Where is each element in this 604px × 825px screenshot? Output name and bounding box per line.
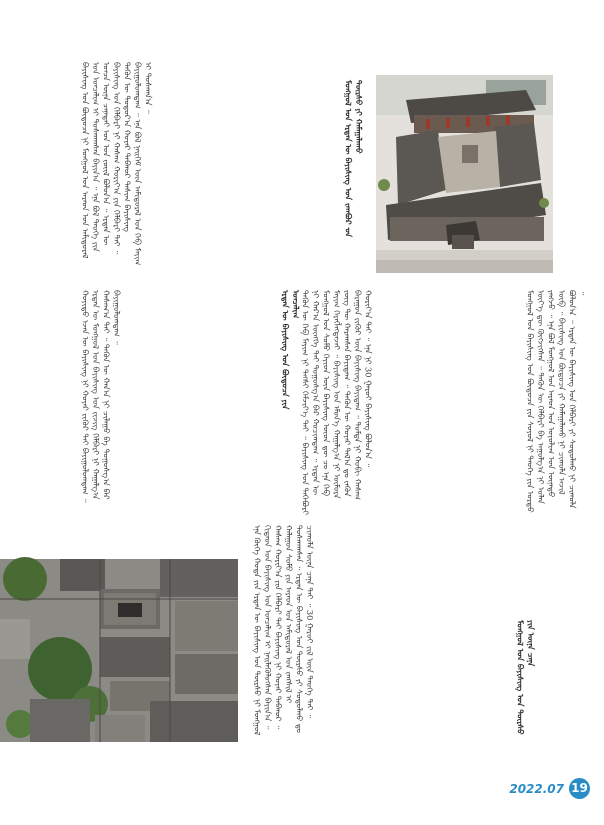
article-heading-c: ᠮᠣᠩᠭᠣᠯ ᠤᠨ ᠪᠠᠶᠢᠰᠢᠩ ᠤᠨ ᠳᠦᠷᠰᠦ ᠶᠢᠨ ᠦᠨᠡ ᠴᠡᠨᠡ xyxy=(515,620,536,735)
model-photo-graphic xyxy=(376,75,553,273)
article-column-left-1: ᠪᠠᠶᠢᠰᠢᠩ ᠤᠨ ᠪᠦᠲᠦᠴᠡ ᠨᠢ ᠮᠣᠩᠭᠣᠯ ᠤᠨ ᠠᠷᠠᠳ ᠤᠨ ᠠᠮᠢᠳᠤᠷᠠᠯ ᠤᠨ ᠣᠨᠴᠠᠯᠢᠭ ᠢ ᠲᠤᠰᠬᠠᠭᠰᠠᠨ ᠪᠠᠶᠢᠨ᠎ᠠ ᠃ ᠡᠨᠡ ᠪᠣᠯ ᠲᠡᠦᠬᠡ ᠶᠢᠨ ᠣᠨᠴᠠ ᠦᠨᠡ ᠴᠡᠨᠡᠲᠡᠢ ᠡᠳ ᠤᠨ ᠵᠦᠢᠯ ᠪᠣᠯᠤᠨ᠎ᠠ ᠃ ᠡᠷᠲᠡᠨ ᠦ ᠪᠠᠶᠢᠰᠢᠩ ᠤᠨ ᠬᠡᠯᠪᠡᠷᠢ ᠨᠢ ᠬᠠᠰᠠᠭ ᠬᠤᠷᠢᠶ᠎ᠠ ᠶᠢᠨ ᠬᠡᠯᠪᠡᠷᠢ ᠲᠡᠢ ᠃ ᠲᠡᠭᠦᠨ ᠦ ᠳᠣᠲᠣᠷ᠎ᠠ ᠬᠣᠶᠠᠷ ᠳᠠᠪᠬᠤᠷ ᠲᠠᠰᠢᠭ ᠪᠠᠶᠢᠰᠢᠩ ᠪᠠᠶᠢᠭᠤᠯᠤᠭᠳᠠᠭ ᠃ ᠡᠨᠡ ᠪᠣᠯ ᠨᠡᠢᠭᠡᠮ ᠦᠨ ᠠᠮᠢᠳᠤᠷᠠᠯ ᠤᠨ ᠬᠡᠪ ᠮᠠᠶᠢᠭ ᠢ ᠲᠤᠰᠬᠠᠨ᠎ᠠ ᠃ xyxy=(80,62,154,266)
article-column-left-2: ᠬᠤᠶᠢᠲᠤ ᠡᠵᠡᠨ ᠦ ᠪᠠᠶᠢᠰᠢᠩ ᠨᠢ ᠬᠣᠶᠠᠷ ᠵᠢᠭᠦᠷ ᠲᠡᠢ ᠪᠠᠶᠢᠭᠤᠯᠤᠭᠳᠠᠭ ᠃ ᠡᠷᠲᠡᠨ ᠦ ᠮᠣᠩᠭᠣᠯ ᠤᠨ ᠪᠠᠶᠢᠰᠢᠩ ᠤᠨ ᠵᠢᠵᠢᠭ ᠬᠡᠯᠪᠡᠷᠢ ᠨᠢ ᠬᠠᠭᠠᠯᠭ᠎ᠠ ᠬᠠᠰᠠᠭ᠎ᠠ ᠲᠠᠢ ᠃ ᠲᠡᠭᠦᠨ ᠦ ᠬᠠᠨ᠎ᠠ ᠨᠢ ᠴᠢᠯᠠᠭᠤ ᠪᠠ ᠲᠣᠭᠣᠰᠭ᠎ᠠ ᠪᠠᠷ ᠪᠠᠶᠢᠭᠤᠯᠤᠭᠳᠠᠭ ᠃ xyxy=(80,290,122,503)
article-column-right-1: ᠡᠨᠡ ᠬᠥᠬᠡ ᠬᠣᠲᠠ ᠶᠢᠨ ᠡᠷᠲᠡᠨ ᠦ ᠪᠠᠶᠢᠰᠢᠩ ᠤᠨ ᠳᠦᠷᠰᠦ ᠨᠢ ᠮᠣᠩᠭᠣᠯ ᠬᠢᠲᠠᠳ ᠤᠨ ᠪᠠᠶᠢᠰᠢᠩ ᠤᠨ ᠣᠨᠴᠠᠯᠢᠭ ᠢ ᠨᠡᠢᠯᠡᠭᠦᠯᠦᠭᠰᠡᠨ ᠪᠠᠶᠢᠨ᠎ᠠ ᠃ ᠬᠠᠰᠠᠭ ᠬᠤᠷᠢᠶ᠎ᠠ ᠶᠢᠨ ᠬᠡᠯᠪᠡᠷᠢ ᠲᠡᠢ ᠪᠠᠶᠢᠰᠢᠩ ᠨᠢ ᠬᠣᠶᠠᠷ ᠳᠠᠪᠬᠤᠷ ᠃ ᠬᠠᠯᠠᠭᠤᠨ ᠰᠤᠮᠤ ᠶᠢᠨ ᠠᠷᠠᠳ ᠤᠨ ᠠᠮᠢᠳᠤᠷᠠᠯ ᠤᠨ ᠵᠠᠩᠱᠢᠯ ᠢ ᠲᠤᠰᠬᠠᠭᠰᠠᠨ ᠃ ᠡᠷᠲᠡᠨ ᠦ ᠪᠠᠶᠢᠰᠢᠩ ᠤᠨ ᠳᠦᠷᠰᠦ ᠶᠢ ᠰᠤᠳᠤᠯᠬᠤ ᠳᠤ ᠴᠢᠬᠤᠯᠠ ᠦᠨᠡ ᠴᠡᠨᠡ ᠲᠡᠢ ᠃ 30 ᠭᠠᠷᠤᠢ ᠵᠢᠯ ᠦᠨ ᠲᠡᠦᠬᠡ ᠲᠡᠢ ᠃ xyxy=(252,525,315,736)
aerial-photo-graphic xyxy=(0,559,238,742)
article-heading-b: ᠡᠷᠲᠡᠨ ᠦ ᠪᠠᠶᠢᠰᠢᠩ ᠤᠨ ᠪᠦᠲᠦᠴᠡ ᠶᠢᠨ ᠣᠨᠴᠠᠯᠢᠭ xyxy=(280,290,301,410)
model-photo xyxy=(376,75,553,273)
aerial-photo xyxy=(0,559,238,742)
article-heading-a: ᠮᠣᠩᠭᠣᠯ ᠤᠨ ᠡᠷᠲᠡᠨ ᠦ ᠪᠠᠶᠢᠰᠢᠩ ᠤᠨ ᠵᠠᠭᠪᠤᠷ ᠊ᠤᠨ ᠳᠦᠷᠰᠦ ᠶᠢ ᠬᠠᠮᠠᠭᠠᠯᠠᠬᠤ xyxy=(343,80,364,238)
article-column-middle-1: ᠲᠡᠭᠦᠨ ᠦ ᠬᠡᠪ ᠮᠠᠶᠢᠭ ᠨᠢ ᠲᠡᠭᠰᠢ ᠬᠡᠮᠵᠢᠶ᠎ᠡ ᠲᠡᠢ ᠃ ᠪᠠᠶᠢᠰᠢᠩ ᠤᠨ ᠳᠡᠭᠡᠪᠦᠷᠢ ᠨᠢ ᠬᠠᠷ᠎ᠠ ᠦᠩᠭᠡ ᠲᠡᠢ ᠲᠣᠭᠣᠰᠭ᠎ᠠ ᠪᠠᠷ ᠬᠤᠴᠢᠭᠳᠠᠭ ᠃ ᠡᠷᠲᠡᠨ ᠦ ᠮᠣᠩᠭᠣᠯ ᠤᠨ ᠰᠤᠮᠤ ᠬᠡᠶᠢᠳ ᠦᠨ ᠪᠠᠶᠢᠰᠢᠩ ᠦᠳ ᠳᠦ ᠴᠤ ᠡᠨᠡ ᠬᠡᠪ ᠮᠠᠶᠢᠭ ᠬᠡᠷᠡᠭᠯᠡᠭᠳᠡᠵᠡᠢ ᠃ ᠪᠠᠶᠢᠰᠢᠩ ᠤᠨ ᠡᠮᠦᠨ᠎ᠡ ᠬᠠᠭᠠᠯᠭ᠎ᠠ ᠨᠢ ᠥᠮᠥᠷᠡ ᠵᠦᠭ ᠲᠦ ᠬᠠᠷᠠᠭᠰᠠᠨ ᠪᠠᠶᠢᠳᠠᠭ ᠃ ᠲᠡᠭᠦᠨ ᠦ ᠬᠣᠶᠠᠷ ᠲᠠᠯ᠎ᠠ ᠳᠤ ᠵᠡᠭᠦᠨ ᠪᠠᠷᠠᠭᠤᠨ ᠵᠢᠭᠦᠷ ᠦᠨ ᠪᠠᠶᠢᠰᠢᠩ ᠪᠠᠶᠢᠳᠠᠭ ᠃ ᠳᠤᠮᠳᠠ ᠨᠢ ᠬᠤᠪᠢ ᠬᠠᠰᠠᠭ ᠬᠤᠷᠢᠶ᠎ᠠ ᠲᠠᠢ ᠃ ᠡᠨᠡ ᠨᠢ 30 ᠭᠠᠷᠤᠢ ᠪᠠᠶᠢᠰᠢᠩ ᠪᠣᠯᠤᠨ᠎ᠠ ᠃ xyxy=(300,290,374,516)
issue-date: 2022.07 xyxy=(509,782,564,796)
article-column-middle-2: ᠮᠣᠩᠭᠣᠯ ᠤᠨ ᠪᠠᠶᠢᠰᠢᠩ ᠤᠨ ᠪᠦᠲᠦᠴᠡ ᠶᠢᠨ ᠰᠣᠶᠣᠯ ᠨᠢ ᠲᠡᠦᠬᠡ ᠶᠢᠨ ᠤᠷᠲᠤ ᠦᠶ᠎ᠡ ᠳᠦ ᠬᠥᠭᠵᠢᠭᠰᠡᠨ ᠃ ᠲᠡᠭᠦᠨ ᠦ ᠬᠡᠯᠪᠡᠷᠢ ᠪᠠ ᠠᠭᠤᠯᠭ᠎ᠠ ᠨᠢ ᠣᠯᠠᠨ ᠶᠠᠩᠵᠤ ᠃ ᠡᠨᠡ ᠪᠣᠯ ᠮᠣᠩᠭᠣᠯ ᠤᠨ ᠠᠷᠠᠳ ᠤᠨ ᠤᠶᠤᠯᠢᠭ ᠤᠨ ᠦᠨᠡᠲᠦ ᠥᠪ ᠃ ᠪᠠᠶᠢᠰᠢᠩ ᠤᠨ ᠪᠦᠲᠦᠴᠡ ᠶᠢ ᠬᠠᠮᠠᠭᠠᠯᠠᠬᠤ ᠨᠢ ᠴᠢᠬᠤᠯᠠ ᠠᠵᠢᠯ ᠪᠣᠯᠤᠨ᠎ᠠ ᠃ ᠡᠷᠲᠡᠨ ᠦ ᠪᠠᠶᠢᠰᠢᠩ ᠤᠨ ᠬᠡᠯᠪᠡᠷᠢ ᠶᠢ ᠰᠤᠳᠤᠯᠬᠤ ᠨᠢ ᠴᠢᠬᠤᠯᠠ ᠃ xyxy=(525,290,588,513)
page-number-badge: 19 xyxy=(569,778,590,799)
